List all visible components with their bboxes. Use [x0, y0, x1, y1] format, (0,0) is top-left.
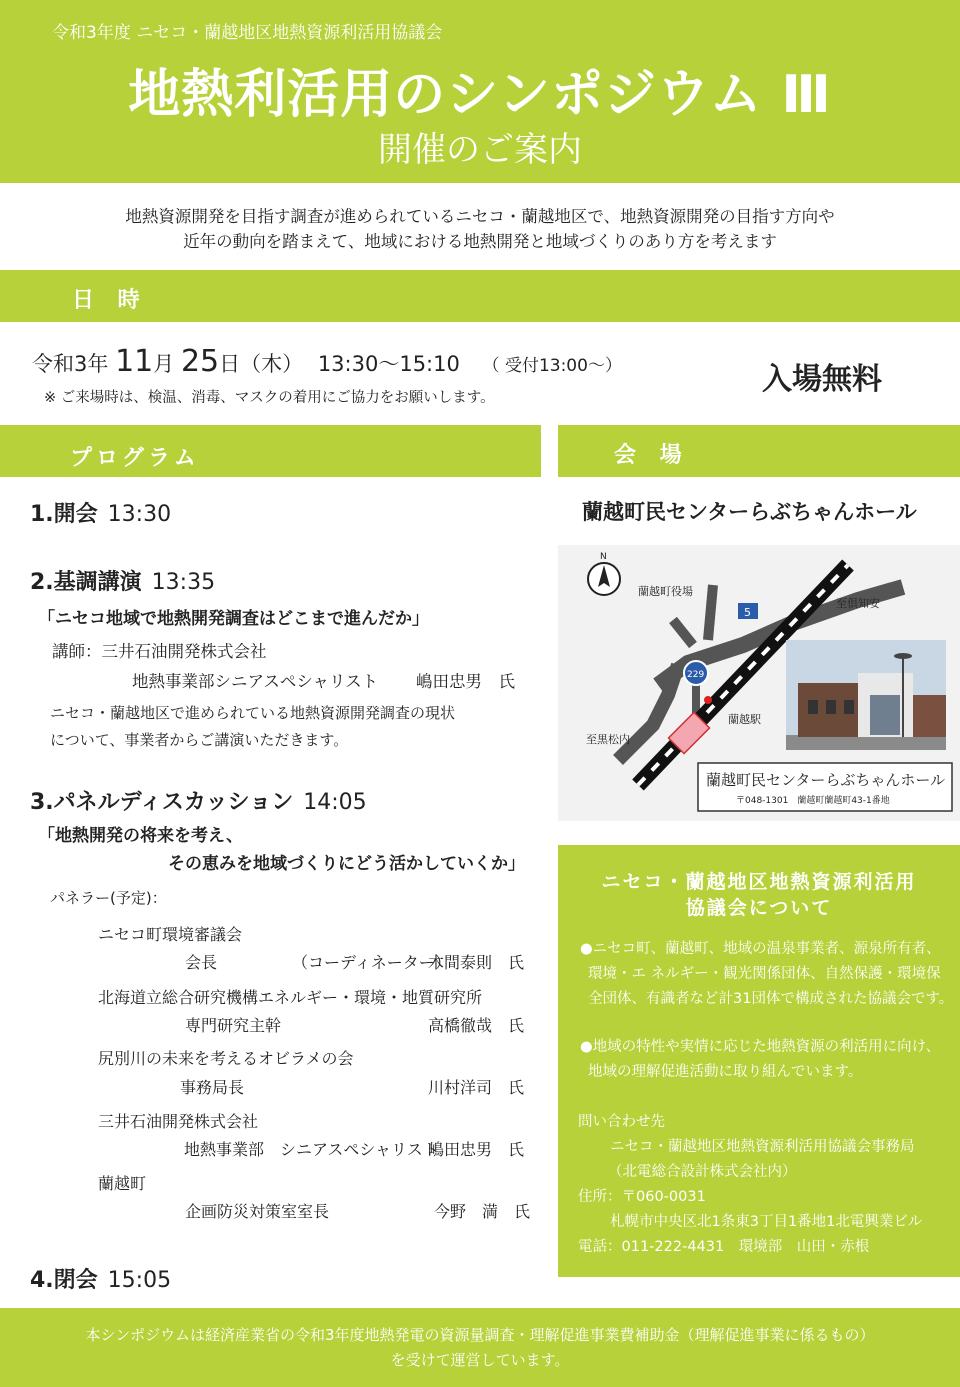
date-month-unit: 月 [153, 352, 175, 376]
program-section-band [0, 425, 541, 477]
panelist-org: 三井石油開発株式会社 [98, 1112, 259, 1131]
photo-window [808, 700, 818, 714]
footer-line-2: を受けて運営しています。 [390, 1351, 570, 1369]
keynote-speaker-name: 嶋田忠男 氏 [416, 672, 515, 691]
contact-office: ニセコ・蘭越地区地熱資源利活用協議会事務局 [610, 1139, 915, 1155]
program-item-keynote [30, 565, 215, 596]
panelist-org: 尻別川の未来を考えるオビラメの会 [98, 1049, 354, 1068]
panelist-role: 企画防災対策室室長 [185, 1202, 330, 1221]
panelist-org: 北海道立総合研究機構エネルギー・環境・地質研究所 [98, 988, 483, 1007]
contact-phone: 電話：011-222-4431 環境部 山田・赤根 [578, 1239, 870, 1255]
map-road-branch [673, 620, 693, 645]
map-station-dot [704, 696, 712, 704]
panelist-name: 木間泰則 氏 [428, 953, 525, 972]
date-era: 令和3年 [32, 352, 109, 376]
photo-window [844, 700, 854, 714]
about-title-1: ニセコ・蘭越地区地熱資源利活用 [601, 871, 917, 893]
event-time: 13:30～15:10 [317, 352, 460, 376]
contact-label: 問い合わせ先 [578, 1114, 665, 1130]
map-station-label: 蘭越駅 [728, 713, 761, 726]
about-bullet-1-line-2: 環境・エ ネルギー・観光関係団体、自然保護・環境保 [588, 966, 941, 982]
program-item-time: 15:05 [107, 1268, 172, 1293]
date-day-unit: 日 [219, 352, 241, 376]
keynote-speaker-dept: 地熱事業部シニアスペシャリスト [132, 672, 379, 691]
keynote-speaker-company: 講師：三井石油開発株式会社 [52, 642, 267, 661]
reception-time: （ 受付13:00～） [482, 356, 622, 376]
date-day: 25 [180, 344, 220, 379]
free-admission: 入場無料 [762, 362, 882, 397]
panelist-name: 今野 満 氏 [434, 1202, 531, 1221]
about-bullet-2-line-2: 地域の理解促進活動に取り組んでいます。 [588, 1064, 863, 1080]
about-bullet-1-line-3: 全団体、有識者など計31団体で構成された協議会です。 [588, 991, 954, 1007]
program-item-title: 3.パネルディスカッション [30, 790, 294, 815]
keynote-desc-2: について、事業者からご講演いただきます。 [50, 731, 349, 749]
program-item-title: 4.閉会 [30, 1268, 98, 1293]
event-date [32, 344, 622, 379]
program-item-time: 14:05 [303, 790, 367, 815]
panelist-note: （コーディネーター） [292, 953, 451, 972]
panel-theme-1: 「地熱開発の将来を考え、 [38, 826, 244, 846]
photo-building-right [913, 695, 946, 737]
program-item-time: 13:35 [151, 570, 216, 595]
about-bullet-1-line-1: ●ニセコ町、蘭越町、地域の温泉事業者、源泉所有者、 [580, 941, 941, 957]
footer-banner [0, 1308, 960, 1387]
map-hall-address: 〒048-1301 蘭越町蘭越町43-1番地 [736, 796, 890, 806]
panelist-name: 川村洋司 氏 [428, 1078, 525, 1097]
contact-address: 札幌市中央区北1条東3丁目1番地1北電興業ビル [610, 1214, 923, 1230]
venue-section-band [558, 425, 960, 477]
panelists-label: パネラー(予定)： [50, 889, 167, 907]
keynote-theme: 「ニセコ地域で地熱開発調査はどこまで進んだか」 [38, 609, 429, 629]
keynote-desc-1: ニセコ・蘭越地区で進められている地熱資源開発調査の現状 [50, 704, 456, 722]
about-title-2: 協議会について [685, 897, 833, 919]
program-item-title: 1.開会 [30, 502, 98, 527]
panelist-name: 高橋徹哉 氏 [428, 1016, 525, 1035]
page-subtitle: 開催のご案内 [378, 130, 582, 170]
program-item-panel [30, 785, 367, 816]
route-229-label: 229 [687, 670, 705, 680]
panelist-role: 事務局長 [180, 1078, 245, 1097]
map-to-kutchan: 至倶知安 [836, 597, 880, 610]
about-council-box [558, 845, 960, 1277]
map-to-kuromatsunai: 至黒松内 [586, 733, 630, 746]
datetime-section-band [0, 270, 960, 322]
panelist-role: 専門研究主幹 [185, 1016, 282, 1035]
map-north-label: N [600, 552, 607, 562]
photo-entrance [870, 695, 900, 735]
covid-note: ※ ご来場時は、検温、消毒、マスクの着用にご協力をお願いします。 [44, 390, 495, 406]
date-weekday: （木） [240, 352, 304, 376]
venue-map [558, 545, 960, 821]
route-5-label: 5 [744, 606, 751, 619]
panelist-role: 会長 [185, 953, 218, 972]
venue-name: 蘭越町民センターらぶちゃんホール [582, 500, 917, 524]
map-drawing [558, 545, 960, 821]
about-bullet-2-line-1: ●地域の特性や実情に応じた地熱資源の利活用に向け、 [580, 1039, 941, 1055]
page-title: 地熱利活用のシンポジウム Ⅲ [128, 65, 832, 125]
photo-lamp-head [894, 653, 912, 659]
panelist-role: 地熱事業部 シニアスペシャリスト [184, 1140, 439, 1159]
photo-ground [786, 735, 946, 750]
panelist-org: 蘭越町 [98, 1174, 147, 1193]
contact-postal: 住所：〒060-0031 [578, 1189, 706, 1205]
map-town-office: 蘭越町役場 [638, 585, 693, 598]
program-item-time: 13:30 [107, 502, 172, 527]
venue-photo [786, 640, 946, 750]
contact-company: （北電総合設計株式会社内） [608, 1164, 797, 1180]
organizer-label: 令和3年度 ニセコ・蘭越地区地熱資源利活用協議会 [52, 23, 443, 43]
program-item-closing [30, 1263, 171, 1294]
datetime-section-label: 日 時 [72, 288, 148, 313]
date-month: 11 [115, 344, 154, 379]
panelist-name: 嶋田忠男 氏 [428, 1140, 525, 1159]
intro-line-2: 近年の動向を踏まえて、地域における地熱開発と地域づくりのあり方を考えます [183, 232, 777, 251]
venue-section-label: 会 場 [614, 443, 690, 468]
footer-line-1: 本シンポジウムは経済産業省の令和3年度地熱発電の資源量調査・理解促進事業費補助金（理解促進事業に係るもの） [85, 1326, 875, 1344]
panel-theme-2: その恵みを地域づくりにどう活かしていくか」 [168, 854, 525, 874]
map-hall-name: 蘭越町民センターらぶちゃんホール [706, 771, 946, 789]
program-section-label: プログラム [70, 446, 200, 471]
program-item-opening [30, 497, 171, 528]
panelist-org: ニセコ町環境審議会 [98, 925, 243, 944]
photo-window [826, 700, 836, 714]
intro-line-1: 地熱資源開発を目指す調査が進められているニセコ・蘭越地区で、地熱資源開発の目指す方向や [125, 207, 835, 226]
map-road-north [708, 585, 713, 640]
program-item-title: 2.基調講演 [30, 570, 142, 595]
